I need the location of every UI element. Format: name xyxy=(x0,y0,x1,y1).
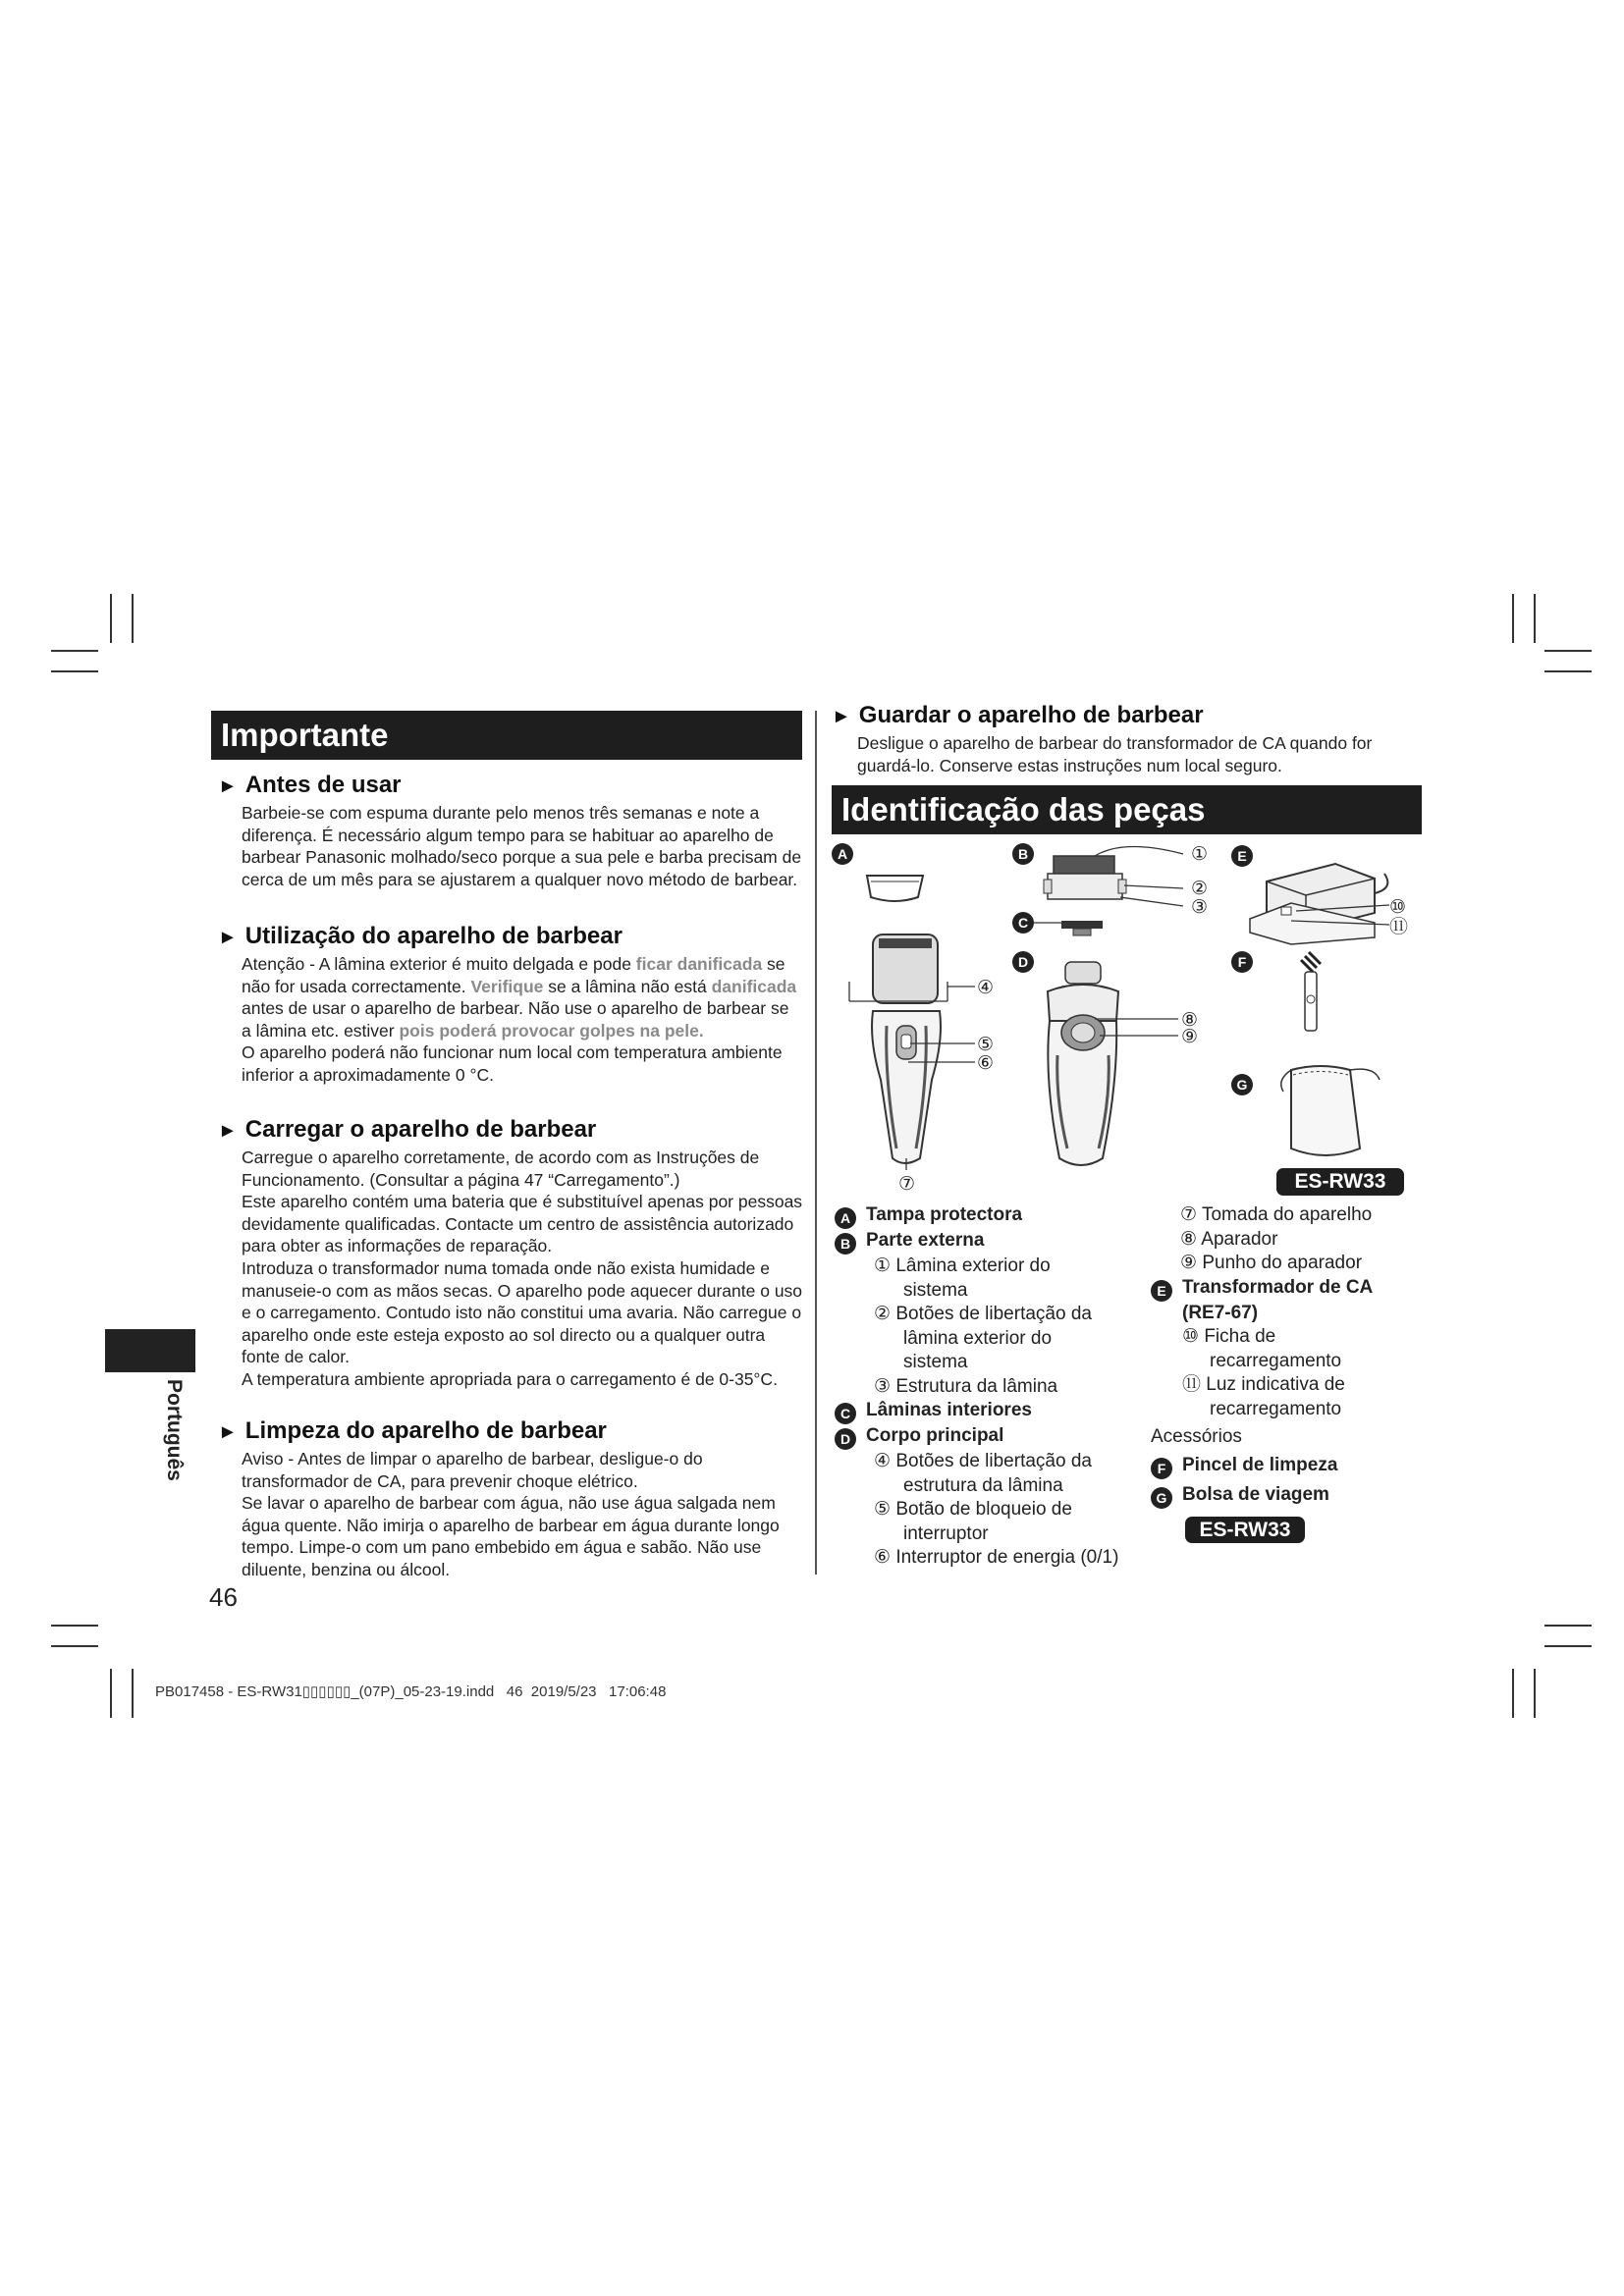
outer-frame-illustration xyxy=(1044,856,1126,899)
crop-mark xyxy=(110,594,112,643)
svg-text:G: G xyxy=(1236,1077,1248,1093)
crop-mark xyxy=(1512,1669,1514,1718)
callout-7: ⑦ xyxy=(898,1174,916,1195)
legend-item-f: F Pincel de limpeza xyxy=(1151,1454,1426,1479)
crop-mark xyxy=(132,1669,134,1718)
section-heading-carregar: ► Carregar o aparelho de barbear xyxy=(218,1116,597,1143)
crop-mark xyxy=(51,670,98,672)
legend-item-10-cont: recarregamento xyxy=(1210,1350,1342,1371)
callout-4: ④ xyxy=(977,978,995,998)
section-body-antes: Barbeie-se com espuma durante pelo menos três semanas e note a diferença. É necessário algum tempo para se habituar ao aparelho de barbear Panasonic molhado/seco porque a sua pele e barba precisam de cerca de um mês para se ajustarem a qualquer novo método de barbear. xyxy=(242,803,802,889)
legend-item-e: E Transformador de CA xyxy=(1151,1276,1426,1302)
legend-item-10: ⑩ Ficha de xyxy=(1182,1326,1276,1347)
letter-marker-e xyxy=(1231,845,1253,867)
callout-9: ⑨ xyxy=(1181,1027,1199,1047)
arrow-right-icon: ► xyxy=(218,927,238,948)
svg-text:F: F xyxy=(1237,954,1247,970)
legend-item-1-cont: sistema xyxy=(903,1279,968,1301)
inner-blade-illustration xyxy=(1061,921,1103,935)
cleaning-brush-illustration xyxy=(1301,952,1321,1031)
legend-item-1: ① Lâmina exterior do xyxy=(874,1255,1051,1276)
svg-text:C: C xyxy=(1017,915,1029,931)
legend-item-2-cont2: sistema xyxy=(903,1352,968,1372)
section-body-guardar: Desligue o aparelho de barbear do transformador de CA quando for guardá-lo. Conserve estas instruções num local seguro. xyxy=(857,733,1373,775)
legend-item-11-cont: recarregamento xyxy=(1210,1398,1342,1419)
legend-left xyxy=(835,1203,1159,1571)
callout-11: ⑪ xyxy=(1389,917,1409,937)
side-tab-block xyxy=(105,1329,195,1372)
svg-text:D: D xyxy=(1017,954,1029,970)
legend-item-e-cont: (RE7-67) xyxy=(1182,1302,1259,1323)
crop-mark xyxy=(51,1625,98,1627)
section-heading-limpeza: ► Limpeza do aparelho de barbear xyxy=(218,1417,607,1444)
callout-1: ① xyxy=(1191,844,1209,865)
main-body-illustration xyxy=(1048,962,1118,1165)
accessories-label: Acessórios xyxy=(1151,1426,1242,1447)
callout-5: ⑤ xyxy=(977,1035,995,1055)
warning-paragraph: Atenção - A lâmina exterior é muito delgada e pode ficar danificada se não for usada correctamente. Verifique se a lâmina não está danificada antes de usar o aparelho de barbear. Não use o aparelho de barbear se a lâmina etc. estiver pois poderá provocar golpes na pele. xyxy=(242,954,797,1041)
crop-mark xyxy=(1544,670,1592,672)
model-badge: ES-RW33 xyxy=(1276,1168,1404,1196)
legend-item-11: ⑪ Luz indicativa de xyxy=(1182,1374,1345,1395)
crop-mark xyxy=(1534,594,1536,643)
ac-adaptor-illustration xyxy=(1250,864,1387,944)
section-heading-antes: ► Antes de usar xyxy=(218,772,402,798)
section-heading-guardar: ► Guardar o aparelho de barbear xyxy=(832,702,1204,728)
legend-item-2: ② Botões de libertação da xyxy=(874,1304,1092,1324)
letter-marker-d xyxy=(1012,951,1034,973)
parts-diagram xyxy=(830,834,1429,1198)
callout-10: ⑩ xyxy=(1389,897,1407,918)
importante-title: Importante xyxy=(221,717,389,753)
arrow-right-icon: ► xyxy=(218,1120,238,1142)
legend-item-7: ⑦ Tomada do aparelho xyxy=(1180,1204,1373,1225)
legend-right xyxy=(1151,1203,1426,1509)
legend-item-2-cont: lâmina exterior do xyxy=(903,1327,1053,1349)
side-tab-label: Português xyxy=(163,1379,186,1481)
svg-text:B: B xyxy=(1017,846,1029,862)
legend-item-c: C Lâminas interiores xyxy=(835,1399,1159,1424)
letter-marker-f xyxy=(1231,951,1253,973)
legend-item-a: A Tampa protectora xyxy=(835,1203,1159,1229)
crop-mark xyxy=(1544,1645,1592,1647)
identificacao-title: Identificação das peças xyxy=(841,791,1206,828)
crop-mark xyxy=(1534,1669,1536,1718)
crop-mark xyxy=(110,1669,112,1718)
arrow-right-icon: ► xyxy=(832,706,851,727)
travel-pouch-illustration xyxy=(1281,1066,1380,1155)
print-footer: PB017458 - ES-RW31▯▯▯▯▯▯_(07P)_05-23-19.indd 46 2019/5/23 17:06:48 xyxy=(155,1683,667,1700)
legend-item-g: G Bolsa de viagem xyxy=(1151,1483,1426,1509)
callout-8: ⑧ xyxy=(1181,1010,1199,1031)
section-body-limpeza: Aviso - Antes de limpar o aparelho de barbear, desligue-o do transformador de CA, para prevenir choque elétrico. Se lavar o aparelho de barbear com água, não use água salgada nem água quente. Não imirja o aparelho de barbear em água durante longo tempo. Limpe-o com um pano embebido em água e sabão. Não use diluente, benzina ou álcool. xyxy=(242,1449,780,1579)
letter-marker-b xyxy=(1012,843,1034,865)
legend-item-5-cont: interruptor xyxy=(903,1522,989,1544)
crop-mark xyxy=(1544,1625,1592,1627)
callout-3: ③ xyxy=(1191,897,1209,918)
legend-item-5: ⑤ Botão de bloqueio de xyxy=(874,1499,1072,1520)
callout-6: ⑥ xyxy=(977,1053,995,1074)
section-heading-utilizacao: ► Utilização do aparelho de barbear xyxy=(218,923,623,949)
crop-mark xyxy=(51,650,98,652)
column-divider xyxy=(815,711,817,1575)
legend-item-d: D Corpo principal xyxy=(835,1424,1159,1450)
arrow-right-icon: ► xyxy=(218,775,238,797)
section-body-utilizacao: Atenção - A lâmina exterior é muito delgada e pode ficar danificada se não for usada correctamente. Verifique se a lâmina não está danificada antes de usar o aparelho de barbear. Não use o aparelho de barbear se a lâmina etc. estiver pois poderá provocar golpes na pele. O aparelho poderá não funcionar num local com temperatura ambiente inferior a aproximadamente 0 °C. xyxy=(242,953,803,1087)
letter-marker-a xyxy=(832,843,853,865)
crop-mark xyxy=(132,594,134,643)
letter-marker-c xyxy=(1012,912,1034,934)
section-body-carregar: Carregue o aparelho corretamente, de acordo com as Instruções de Funcionamento. (Consultar a página 47 “Carregamento”.) Este aparelho contém uma bateria que é substituível apenas por pessoas devidamente qualificadas. Contacte um centro de assistência autorizado para obter as informações de reparação. Introduza o transformador numa tomada onde não exista humidade e manuseie-o com as mãos secas. O aparelho pode aquecer durante o uso e o carregamento. Contudo isto não constitui uma avaria. Não carregue o aparelho onde este esteja exposto ao sol directo ou a qualquer outra fonte de calor. A temperatura ambiente apropriada para o carregamento é de 0-35°C. xyxy=(242,1148,803,1389)
legend-item-8: ⑧ Aparador xyxy=(1180,1228,1278,1250)
page-number: 46 xyxy=(209,1582,238,1612)
protective-cap-illustration xyxy=(867,876,923,901)
legend-item-b: B Parte externa xyxy=(835,1229,1159,1255)
legend-item-3: ③ Estrutura da lâmina xyxy=(874,1375,1058,1397)
legend-item-9: ⑨ Punho do aparador xyxy=(1180,1253,1363,1273)
letter-marker-g xyxy=(1231,1074,1253,1095)
importante-title-bar xyxy=(211,711,802,760)
svg-text:A: A xyxy=(837,846,848,862)
accessory-model-badge: ES-RW33 xyxy=(1185,1517,1305,1543)
crop-mark xyxy=(51,1645,98,1647)
legend-item-4-cont: estrutura da lâmina xyxy=(903,1474,1063,1496)
arrow-right-icon: ► xyxy=(218,1421,238,1443)
shaver-front-illustration xyxy=(872,934,941,1163)
crop-mark xyxy=(1544,650,1592,652)
callout-2: ② xyxy=(1191,879,1209,899)
identificacao-title-bar xyxy=(832,785,1422,834)
legend-item-4: ④ Botões de libertação da xyxy=(874,1451,1092,1471)
svg-text:E: E xyxy=(1237,848,1247,864)
legend-item-6: ⑥ Interruptor de energia (0/1) xyxy=(874,1547,1119,1568)
crop-mark xyxy=(1512,594,1514,643)
